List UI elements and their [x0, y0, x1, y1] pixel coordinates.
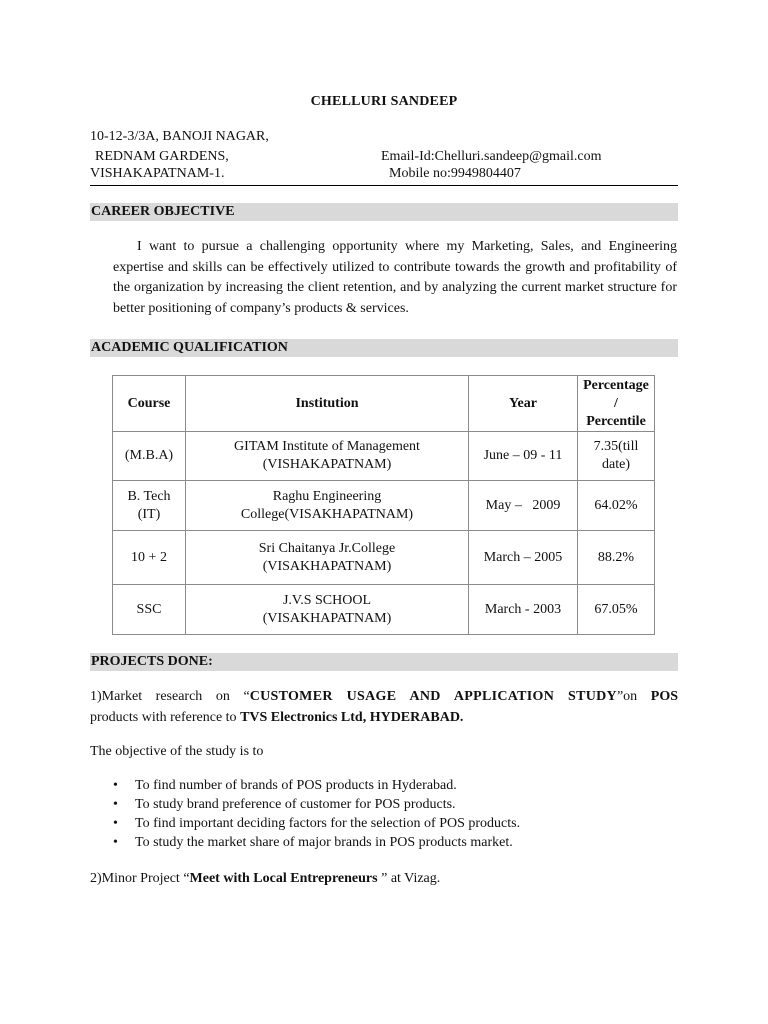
cell-institution: Sri Chaitanya Jr.College (VISAKHAPATNAM) [186, 531, 469, 585]
email-text: Email-Id:Chelluri.sandeep@gmail.com [381, 149, 602, 164]
table-row [113, 585, 655, 635]
address-line-3: VISHAKAPATNAM-1. [90, 166, 225, 181]
cell-percentage: 64.02% [578, 481, 655, 531]
table-header-row [113, 376, 655, 432]
career-objective-heading: CAREER OBJECTIVE [90, 203, 678, 221]
column-header-year: Year [469, 376, 578, 432]
cell-institution: J.V.S SCHOOL (VISAKHAPATNAM) [186, 585, 469, 635]
column-header-course: Course [113, 376, 186, 432]
table-row [113, 432, 655, 481]
column-header-percentage: Percentage / Percentile [578, 376, 655, 432]
address-line-1: 10-12-3/3A, BANOJI NAGAR, [90, 129, 269, 144]
cell-course: SSC [113, 585, 186, 635]
project-1-line-2: products with reference to TVS Electronics Ltd, HYDERABAD. [90, 710, 464, 725]
project-2-line: 2)Minor Project “Meet with Local Entrepreneurs ” at Vizag. [90, 871, 441, 886]
cell-percentage: 88.2% [578, 531, 655, 585]
objective-intro: The objective of the study is to [90, 744, 264, 759]
cell-course: B. Tech (IT) [113, 481, 186, 531]
projects-heading: PROJECTS DONE: [90, 653, 678, 671]
header-divider [90, 185, 678, 186]
cell-institution: GITAM Institute of Management (VISHAKAPATNAM) [186, 432, 469, 481]
address-line-2: REDNAM GARDENS, [95, 149, 229, 164]
cell-percentage: 67.05% [578, 585, 655, 635]
academic-table [112, 375, 655, 635]
list-item: • To find important deciding factors for the selection of POS products. [113, 816, 521, 831]
cell-institution: Raghu Engineering College(VISAKHAPATNAM) [186, 481, 469, 531]
column-header-institution: Institution [186, 376, 469, 432]
candidate-name: CHELLURI SANDEEP [310, 94, 458, 109]
cell-percentage: 7.35(till date) [578, 432, 655, 481]
cell-course: (M.B.A) [113, 432, 186, 481]
table-row [113, 481, 655, 531]
career-objective-text: I want to pursue a challenging opportunity where my Marketing, Sales, and Engineering expertise and skills can be effectively utilized to contribute towards the growth and profitability of the organization by increasing the client retention, and by analyzing the current market structure for better positioning of company’s products & services. [113, 239, 677, 316]
cell-year: May – 2009 [469, 481, 578, 531]
cell-year: March – 2005 [469, 531, 578, 585]
project-1-line-1: 1)Market research on “CUSTOMER USAGE AND APPLICATION STUDY”on POS [90, 689, 678, 704]
cell-course: 10 + 2 [113, 531, 186, 585]
mobile-text: Mobile no:9949804407 [389, 166, 521, 181]
list-item: • To study the market share of major brands in POS products market. [113, 835, 513, 850]
list-item: • To find number of brands of POS products in Hyderabad. [113, 778, 457, 793]
table-row [113, 531, 655, 585]
academic-heading: ACADEMIC QUALIFICATION [90, 339, 678, 357]
cell-year: June – 09 - 11 [469, 432, 578, 481]
cell-year: March - 2003 [469, 585, 578, 635]
list-item: • To study brand preference of customer for POS products. [113, 797, 456, 812]
